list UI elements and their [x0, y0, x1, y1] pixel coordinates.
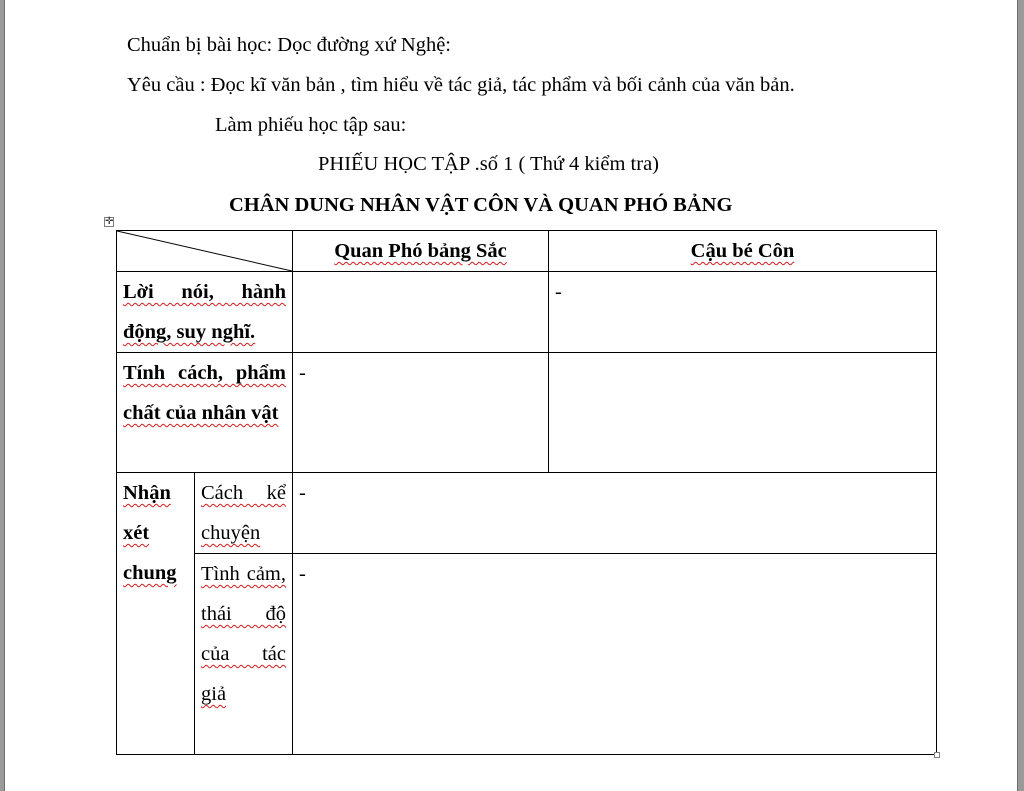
row-label-character-text: Tính cách, phẩm chất của nhân vật — [123, 362, 286, 424]
task-line: Làm phiếu học tập sau: — [215, 114, 407, 136]
sub-label-author-attitude-text: Tình cảm, thái độ của tác giả — [201, 563, 286, 705]
diagonal-line — [117, 231, 292, 271]
sub-label-author-attitude — [195, 554, 293, 755]
worksheet-heading: PHIẾU HỌC TẬP .số 1 ( Thứ 4 kiểm tra) — [318, 153, 659, 175]
cell-author-attitude-value: - — [299, 563, 306, 585]
table-title: CHÂN DUNG NHÂN VẬT CÔN VÀ QUAN PHÓ BẢNG — [229, 194, 733, 216]
cell-character-con[interactable] — [549, 353, 937, 473]
cell-speech-con-value: - — [555, 281, 562, 303]
prep-line: Chuẩn bị bài học: Dọc đường xứ Nghệ: — [127, 34, 451, 56]
diagonal-header-cell — [117, 231, 293, 272]
row-label-character — [117, 353, 293, 473]
table-resize-handle[interactable] — [934, 752, 940, 758]
cell-narration[interactable] — [293, 473, 937, 554]
move-handle-icon[interactable]: ✛ — [105, 216, 114, 227]
sub-label-narration-text: Cách kể chuyện — [201, 482, 286, 544]
cell-author-attitude[interactable] — [293, 554, 937, 755]
cell-speech-con[interactable] — [549, 272, 937, 353]
row-label-general-text: Nhận xét chung — [123, 482, 177, 584]
cell-speech-sac[interactable] — [293, 272, 549, 353]
cell-narration-value: - — [299, 482, 306, 504]
column-header-sac — [293, 231, 549, 272]
sub-label-narration — [195, 473, 293, 554]
column-header-con-label: Cậu bé Côn — [690, 240, 795, 262]
row-label-speech-actions — [117, 272, 293, 353]
cell-character-sac-value: - — [299, 362, 306, 384]
worksheet-table — [116, 230, 937, 755]
column-header-con — [549, 231, 937, 272]
row-label-speech-actions-text: Lời nói, hành động, suy nghĩ. — [123, 281, 286, 343]
requirement-line: Yêu cầu : Đọc kĩ văn bản , tìm hiểu về tác giả, tác phẩm và bối cảnh của văn bản. — [127, 74, 795, 96]
cell-character-sac[interactable] — [293, 353, 549, 473]
column-header-sac-label: Quan Phó bảng Sắc — [334, 240, 507, 262]
row-label-general — [117, 473, 195, 755]
